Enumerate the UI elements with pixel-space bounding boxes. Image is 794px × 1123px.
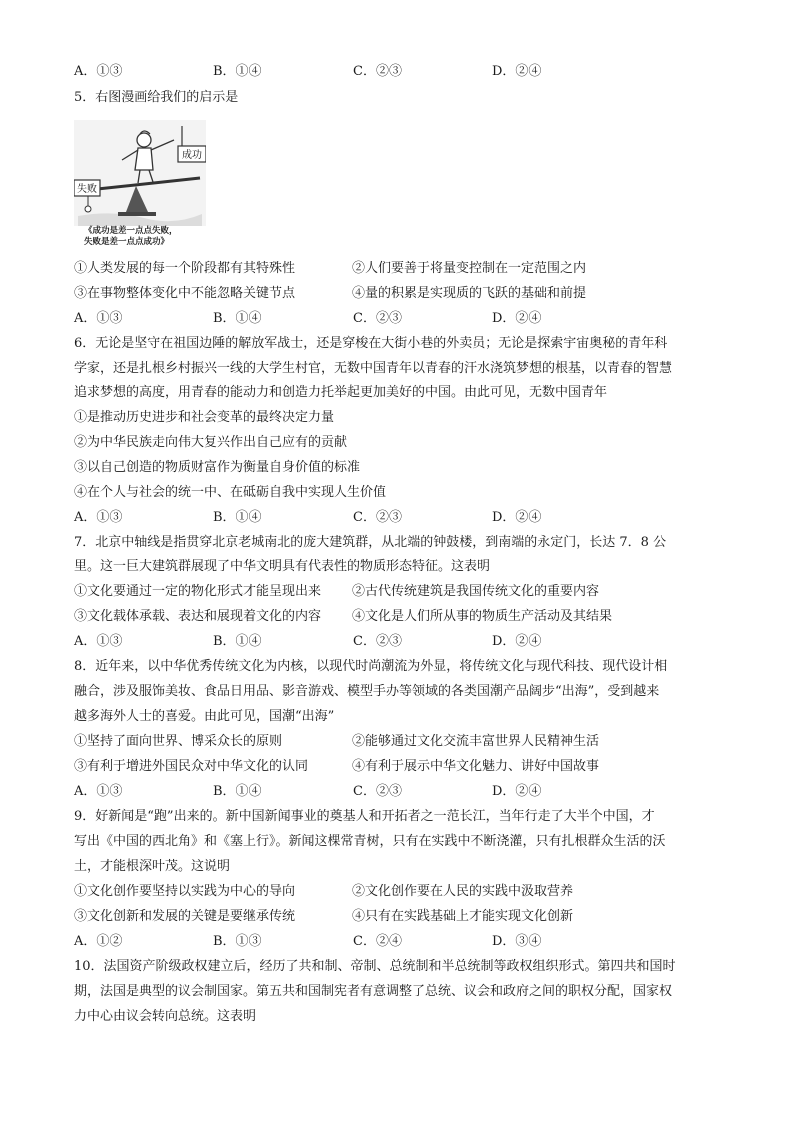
q10-stem-line-2: 期，法国是典型的议会制国家。第五共和国制宪者有意调整了总统、议会和政府之间的职权分配，国家权 xyxy=(74,984,673,999)
q5-statement-1: ①人类发展的每一个阶段都有其特殊性 xyxy=(74,261,296,276)
q6-option-b[interactable]: B．①④ xyxy=(213,510,262,525)
caption-line-1: 《成功是差一点点失败， xyxy=(84,226,178,236)
q7-option-b[interactable]: B．①④ xyxy=(213,634,262,649)
q5-statements-row-1 xyxy=(74,260,734,278)
q9-option-a[interactable]: A．①② xyxy=(74,934,123,949)
q6-options xyxy=(74,509,714,527)
q8-option-a[interactable]: A．①③ xyxy=(74,784,123,799)
q8-stem-line-2: 融合，涉及服饰美妆、食品日用品、影音游戏、模型手办等领域的各类国潮产品阔步“出海”，受到越来 xyxy=(74,684,660,699)
q6-stem-line-3: 追求梦想的高度，用青春的能动力和创造力托举起更加美好的中国。由此可见，无数中国青年 xyxy=(74,385,608,400)
q7-option-a[interactable]: A．①③ xyxy=(74,634,123,649)
q7-statements-row-1 xyxy=(74,583,734,601)
q7-statement-3: ③文化载体承载、表达和展现着文化的内容 xyxy=(74,609,322,624)
q6-statement-1: ①是推动历史进步和社会变革的最终决定力量 xyxy=(74,410,335,425)
q7-option-d[interactable]: D．②④ xyxy=(492,634,542,649)
q7-stem-line-1: 7．北京中轴线是指贯穿北京老城南北的庞大建筑群，从北端的钟鼓楼，到南端的永定门，长达 7．8 公 xyxy=(74,535,667,550)
q9-stem-line-3: 土，才能根深叶茂。这说明 xyxy=(74,859,231,874)
q6-stem-line-2: 学家，还是扎根乡村振兴一线的大学生村官，无数中国青年以青春的汗水浇筑梦想的根基，以青春的智慧 xyxy=(74,361,673,376)
q7-options xyxy=(74,633,714,651)
q8-options xyxy=(74,783,714,801)
q5-statement-4: ④量的积累是实现质的飞跃的基础和前提 xyxy=(352,286,587,301)
q5-stem: 5．右图漫画给我们的启示是 xyxy=(74,90,239,105)
q9-statement-2: ②文化创作要在人民的实践中汲取营养 xyxy=(352,884,574,899)
q4-option-c[interactable]: C．②③ xyxy=(353,64,402,79)
q5-statement-2: ②人们要善于将量变控制在一定范围之内 xyxy=(352,261,587,276)
comic-illustration xyxy=(74,120,206,226)
q7-statements-row-2 xyxy=(74,608,734,626)
q8-statement-1: ①坚持了面向世界、博采众长的原则 xyxy=(74,734,283,749)
q10-stem-line-3: 力中心由议会转向总统。这表明 xyxy=(74,1009,257,1024)
q9-options xyxy=(74,933,714,951)
q8-option-c[interactable]: C．②③ xyxy=(353,784,402,799)
q6-statement-3: ③以自己创造的物质财富作为衡量自身价值的标准 xyxy=(74,460,361,475)
caption-line-2: 失败是差一点点成功》 xyxy=(84,237,170,247)
q9-stem-line-1: 9．好新闻是“跑”出来的。新中国新闻事业的奠基人和开拓者之一范长江，当年行走了大半个中国，才 xyxy=(74,809,655,824)
q4-option-a[interactable]: A．①③ xyxy=(74,64,123,79)
q9-statement-4: ④只有在实践基础上才能实现文化创新 xyxy=(352,909,574,924)
q9-statement-3: ③文化创新和发展的关键是要继承传统 xyxy=(74,909,296,924)
q5-option-a[interactable]: A．①③ xyxy=(74,311,123,326)
q9-stem-line-2: 写出《中国的西北角》和《塞上行》。新闻这棵常青树，只有在实践中不断浇灌，只有扎根群众生活的沃 xyxy=(74,834,666,849)
q5-statement-3: ③在事物整体变化中不能忽略关键节点 xyxy=(74,286,296,301)
q8-statement-2: ②能够通过文化交流丰富世界人民精神生活 xyxy=(352,734,600,749)
q8-statement-3: ③有利于增进外国民众对中华文化的认同 xyxy=(74,759,309,774)
q6-stem-line-1: 6．无论是坚守在祖国边陲的解放军战士，还是穿梭在大街小巷的外卖员；无论是探索宇宙奥秘的青年科 xyxy=(74,336,668,351)
q5-options xyxy=(74,310,714,328)
q6-option-c[interactable]: C．②③ xyxy=(353,510,402,525)
q5-option-c[interactable]: C．②③ xyxy=(353,311,402,326)
q6-statement-4: ④在个人与社会的统一中、在砥砺自我中实现人生价值 xyxy=(74,485,387,500)
q8-statements-row-2 xyxy=(74,758,734,776)
comic-caption xyxy=(84,226,178,248)
q8-stem-line-3: 越多海外人士的喜爱。由此可见，国潮“出海” xyxy=(74,709,335,724)
q4-options xyxy=(74,63,714,81)
label-fail: 失败 xyxy=(77,184,97,195)
q7-stem-line-2: 里。这一巨大建筑群展现了中华文明具有代表性的物质形态特征。这表明 xyxy=(74,559,491,574)
q8-option-b[interactable]: B．①④ xyxy=(213,784,262,799)
q4-option-b[interactable]: B．①④ xyxy=(213,64,262,79)
q8-statement-4: ④有利于展示中华文化魅力、讲好中国故事 xyxy=(352,759,600,774)
q8-statements-row-1 xyxy=(74,733,734,751)
q9-statement-1: ①文化创作要坚持以实践为中心的导向 xyxy=(74,884,296,899)
q5-option-d[interactable]: D．②④ xyxy=(492,311,542,326)
q8-option-d[interactable]: D．②④ xyxy=(492,784,542,799)
q5-option-b[interactable]: B．①④ xyxy=(213,311,262,326)
q7-option-c[interactable]: C．②③ xyxy=(353,634,402,649)
label-success: 成功 xyxy=(182,150,202,161)
q7-statement-4: ④文化是人们所从事的物质生产活动及其结果 xyxy=(352,609,613,624)
q9-option-b[interactable]: B．①③ xyxy=(213,934,262,949)
q8-stem-line-1: 8．近年来，以中华优秀传统文化为内核，以现代时尚潮流为外显，将传统文化与现代科技、现代设计相 xyxy=(74,659,668,674)
q7-statement-2: ②古代传统建筑是我国传统文化的重要内容 xyxy=(352,584,600,599)
q6-option-d[interactable]: D．②④ xyxy=(492,510,542,525)
q10-stem-line-1: 10．法国资产阶级政权建立后，经历了共和制、帝制、总统制和半总统制等政权组织形式。第四共和国时 xyxy=(74,959,676,974)
q9-option-d[interactable]: D．③④ xyxy=(492,934,542,949)
q7-statement-1: ①文化要通过一定的物化形式才能呈现出来 xyxy=(74,584,322,599)
q5-statements-row-2 xyxy=(74,285,734,303)
q9-option-c[interactable]: C．②④ xyxy=(353,934,402,949)
q6-statement-2: ②为中华民族走向伟大复兴作出自己应有的贡献 xyxy=(74,435,348,450)
q4-option-d[interactable]: D．②④ xyxy=(492,64,542,79)
q9-statements-row-1 xyxy=(74,883,734,901)
q6-option-a[interactable]: A．①③ xyxy=(74,510,123,525)
q9-statements-row-2 xyxy=(74,908,734,926)
